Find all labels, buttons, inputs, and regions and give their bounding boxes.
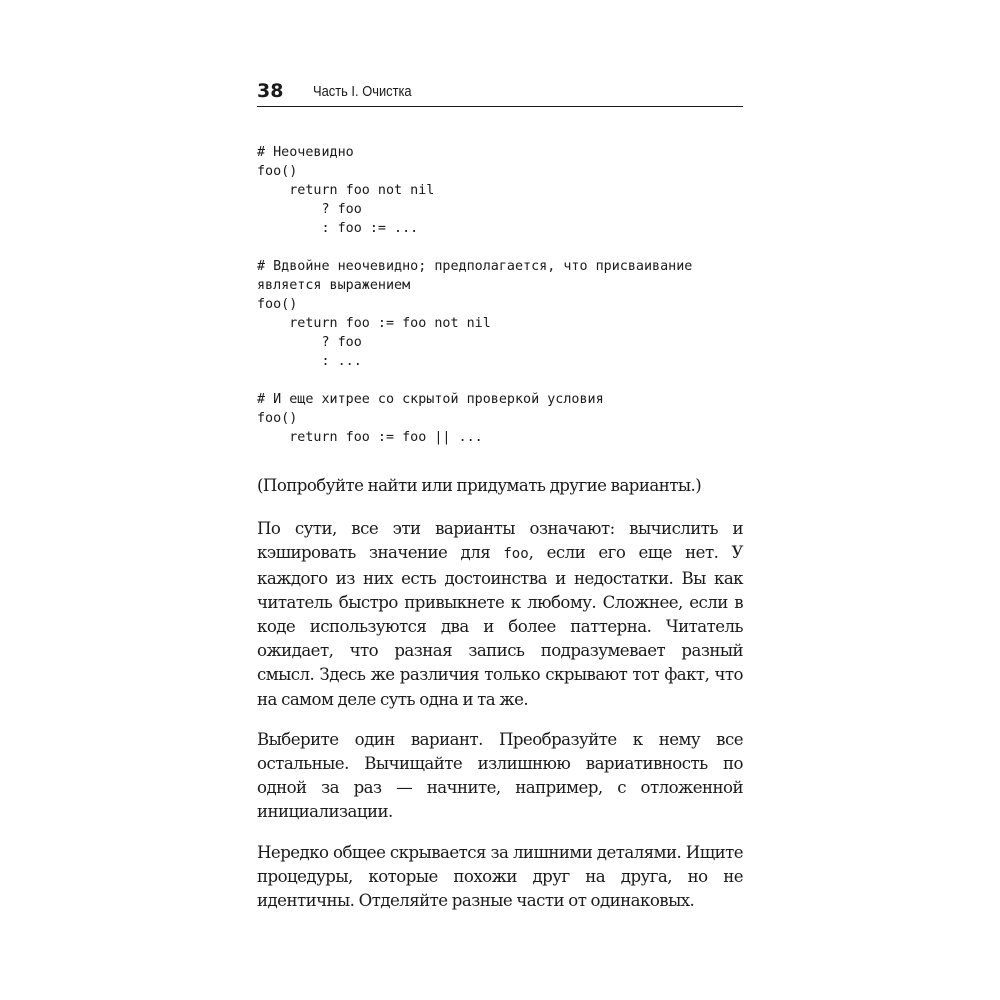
running-head: Часть I. Очистка	[313, 83, 412, 100]
page-header	[257, 76, 743, 107]
code-block-doubly-nonobvious: # Вдвойне неочевидно; предполагается, что присваивание является выражением foo() return foo := foo not nil ? foo : ...	[257, 259, 693, 369]
code-block-hidden-condition: # И еще хитрее со скрытой проверкой условия foo() return foo := foo || ...	[257, 392, 604, 445]
paragraph-variants-meaning	[257, 517, 743, 712]
book-page	[257, 0, 743, 1000]
inline-code-foo: foo	[503, 546, 529, 563]
paragraph-text: По сути, все эти варианты означают: вычислить и кэшировать значение для	[257, 519, 743, 563]
code-spacer	[257, 371, 743, 390]
paragraph-choose-variant: Выберите один вариант. Преобразуйте к нему все остальные. Вычищайте излишнюю вариативность по одной за раз — начните, например, с отложенной инициализации.	[257, 729, 743, 822]
code-listing	[257, 143, 743, 447]
paragraph-try-variants: (Попробуйте найти или придумать другие варианты.)	[257, 476, 702, 495]
code-block-nonobvious: # Неочевидно foo() return foo not nil ? foo : foo := ...	[257, 145, 435, 236]
paragraph-common-details: Нередко общее скрывается за лишними деталями. Ищите процедуры, которые похожи друг на друга, но не идентичны. Отделяйте разные части от одинаковых.	[257, 842, 743, 911]
code-spacer	[257, 238, 743, 257]
body-text	[257, 474, 743, 929]
paragraph-text: , если его еще нет. У каждого из них есть достоинства и недостатки. Вы как читатель быстро привыкнете к любому. Сложнее, если в коде используются два и более паттерна. Читатель ожидает, что разная запись подразумевает разный смысл. Здесь же различия только скрывают тот факт, что на самом деле суть одна и та же.	[257, 543, 743, 709]
page-number: 38	[257, 80, 284, 102]
